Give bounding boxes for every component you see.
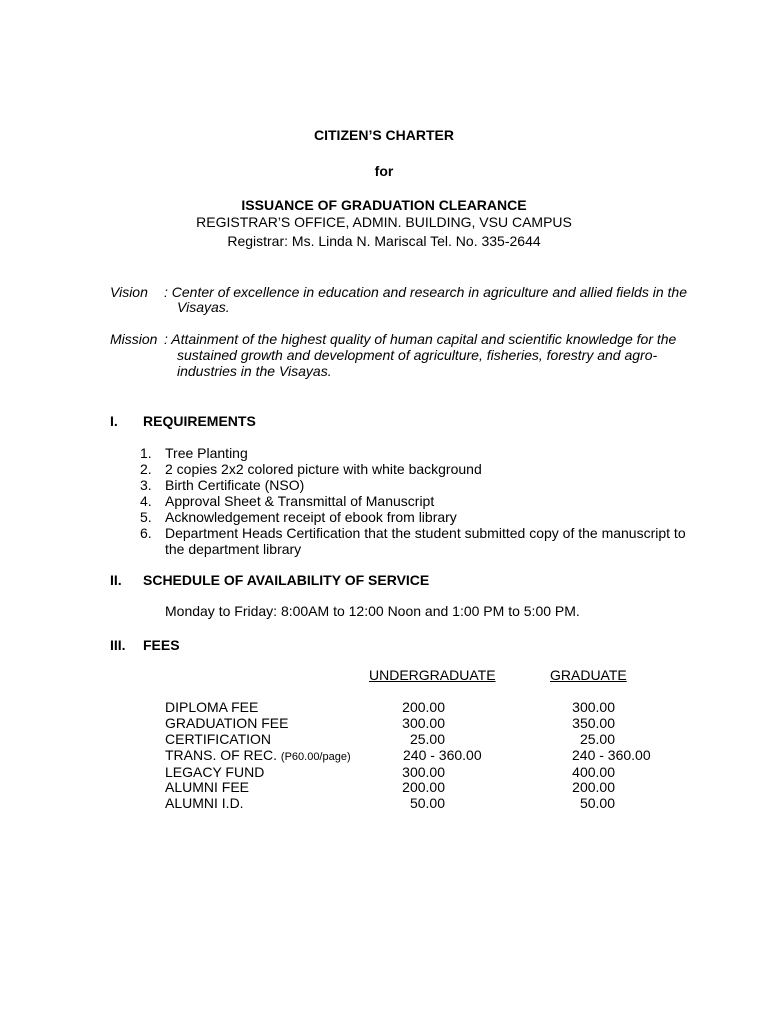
fee-label: LEGACY FUND	[165, 764, 265, 780]
undergrad-fee: 50.00	[409, 795, 445, 811]
section-number-1: I.	[110, 413, 118, 429]
fee-label: ALUMNI I.D.	[165, 795, 244, 811]
list-item-number: 3.	[140, 477, 152, 493]
vision-label: Vision	[110, 284, 148, 300]
list-item: Tree Planting	[165, 445, 248, 461]
grad-fee: 240 - 360.00	[572, 747, 651, 763]
grad-fee: 200.00	[572, 779, 615, 795]
section-title-schedule: SCHEDULE OF AVAILABILITY OF SERVICE	[143, 572, 430, 588]
mission-text-3: industries in the Visayas.	[177, 363, 332, 379]
grad-fee: 350.00	[572, 715, 615, 731]
list-item-number: 5.	[140, 509, 152, 525]
section-title-fees: FEES	[143, 637, 180, 653]
page-subtitle: ISSUANCE OF GRADUATION CLEARANCE	[241, 197, 527, 213]
list-item-number: 4.	[140, 493, 152, 509]
list-item: Department Heads Certification that the student submitted copy of the manuscript to	[165, 525, 686, 541]
section-number-3: III.	[110, 637, 126, 653]
grad-fee: 50.00	[579, 795, 615, 811]
grad-fee: 300.00	[572, 699, 615, 715]
column-header-graduate: GRADUATE	[550, 667, 627, 683]
list-item: Birth Certificate (NSO)	[165, 477, 305, 493]
undergrad-fee: 300.00	[402, 715, 445, 731]
undergrad-fee: 200.00	[402, 779, 445, 795]
fee-note: (P60.00/page)	[280, 751, 351, 763]
page-title: CITIZEN’S CHARTER	[314, 127, 454, 143]
undergrad-fee: 300.00	[402, 764, 445, 780]
office-line: REGISTRAR’S OFFICE, ADMIN. BUILDING, VSU CAMPUS	[196, 214, 572, 230]
list-item: Approval Sheet & Transmittal of Manuscript	[165, 493, 435, 509]
mission-text-2: sustained growth and development of agriculture, fisheries, forestry and agro-	[177, 347, 658, 363]
list-item: 2 copies 2x2 colored picture with white background	[165, 461, 482, 477]
section-number-2: II.	[110, 572, 122, 588]
list-item-continued: the department library	[165, 541, 302, 557]
fee-label: CERTIFICATION	[165, 731, 272, 747]
mission-text: : Attainment of the highest quality of human capital and scientific knowledge for the	[164, 331, 677, 347]
fee-label: ALUMNI FEE	[165, 779, 250, 795]
fee-label-text: TRANS. OF REC.	[165, 747, 278, 763]
vision-text-2: Visayas.	[177, 299, 230, 315]
list-item-number: 1.	[140, 445, 152, 461]
grad-fee: 400.00	[572, 764, 615, 780]
undergrad-fee: 25.00	[409, 731, 445, 747]
vision-text: : Center of excellence in education and research in agriculture and allied fields in the	[164, 284, 687, 300]
fee-label: DIPLOMA FEE	[165, 699, 259, 715]
undergrad-fee: 240 - 360.00	[403, 747, 482, 763]
undergrad-fee: 200.00	[402, 699, 445, 715]
schedule-text: Monday to Friday: 8:00AM to 12:00 Noon and 1:00 PM to 5:00 PM.	[165, 603, 580, 619]
grad-fee: 25.00	[579, 731, 615, 747]
column-header-undergraduate: UNDERGRADUATE	[369, 667, 496, 683]
mission-label: Mission	[110, 331, 158, 347]
list-item: Acknowledgement receipt of ebook from library	[165, 509, 457, 525]
fee-label: GRADUATION FEE	[165, 715, 289, 731]
title-for: for	[374, 163, 394, 179]
list-item-number: 2.	[140, 461, 152, 477]
list-item-number: 6.	[140, 525, 152, 541]
section-title-requirements: REQUIREMENTS	[143, 413, 256, 429]
fee-label	[165, 747, 351, 765]
registrar-line: Registrar: Ms. Linda N. Mariscal Tel. No. 335-2644	[227, 233, 541, 249]
